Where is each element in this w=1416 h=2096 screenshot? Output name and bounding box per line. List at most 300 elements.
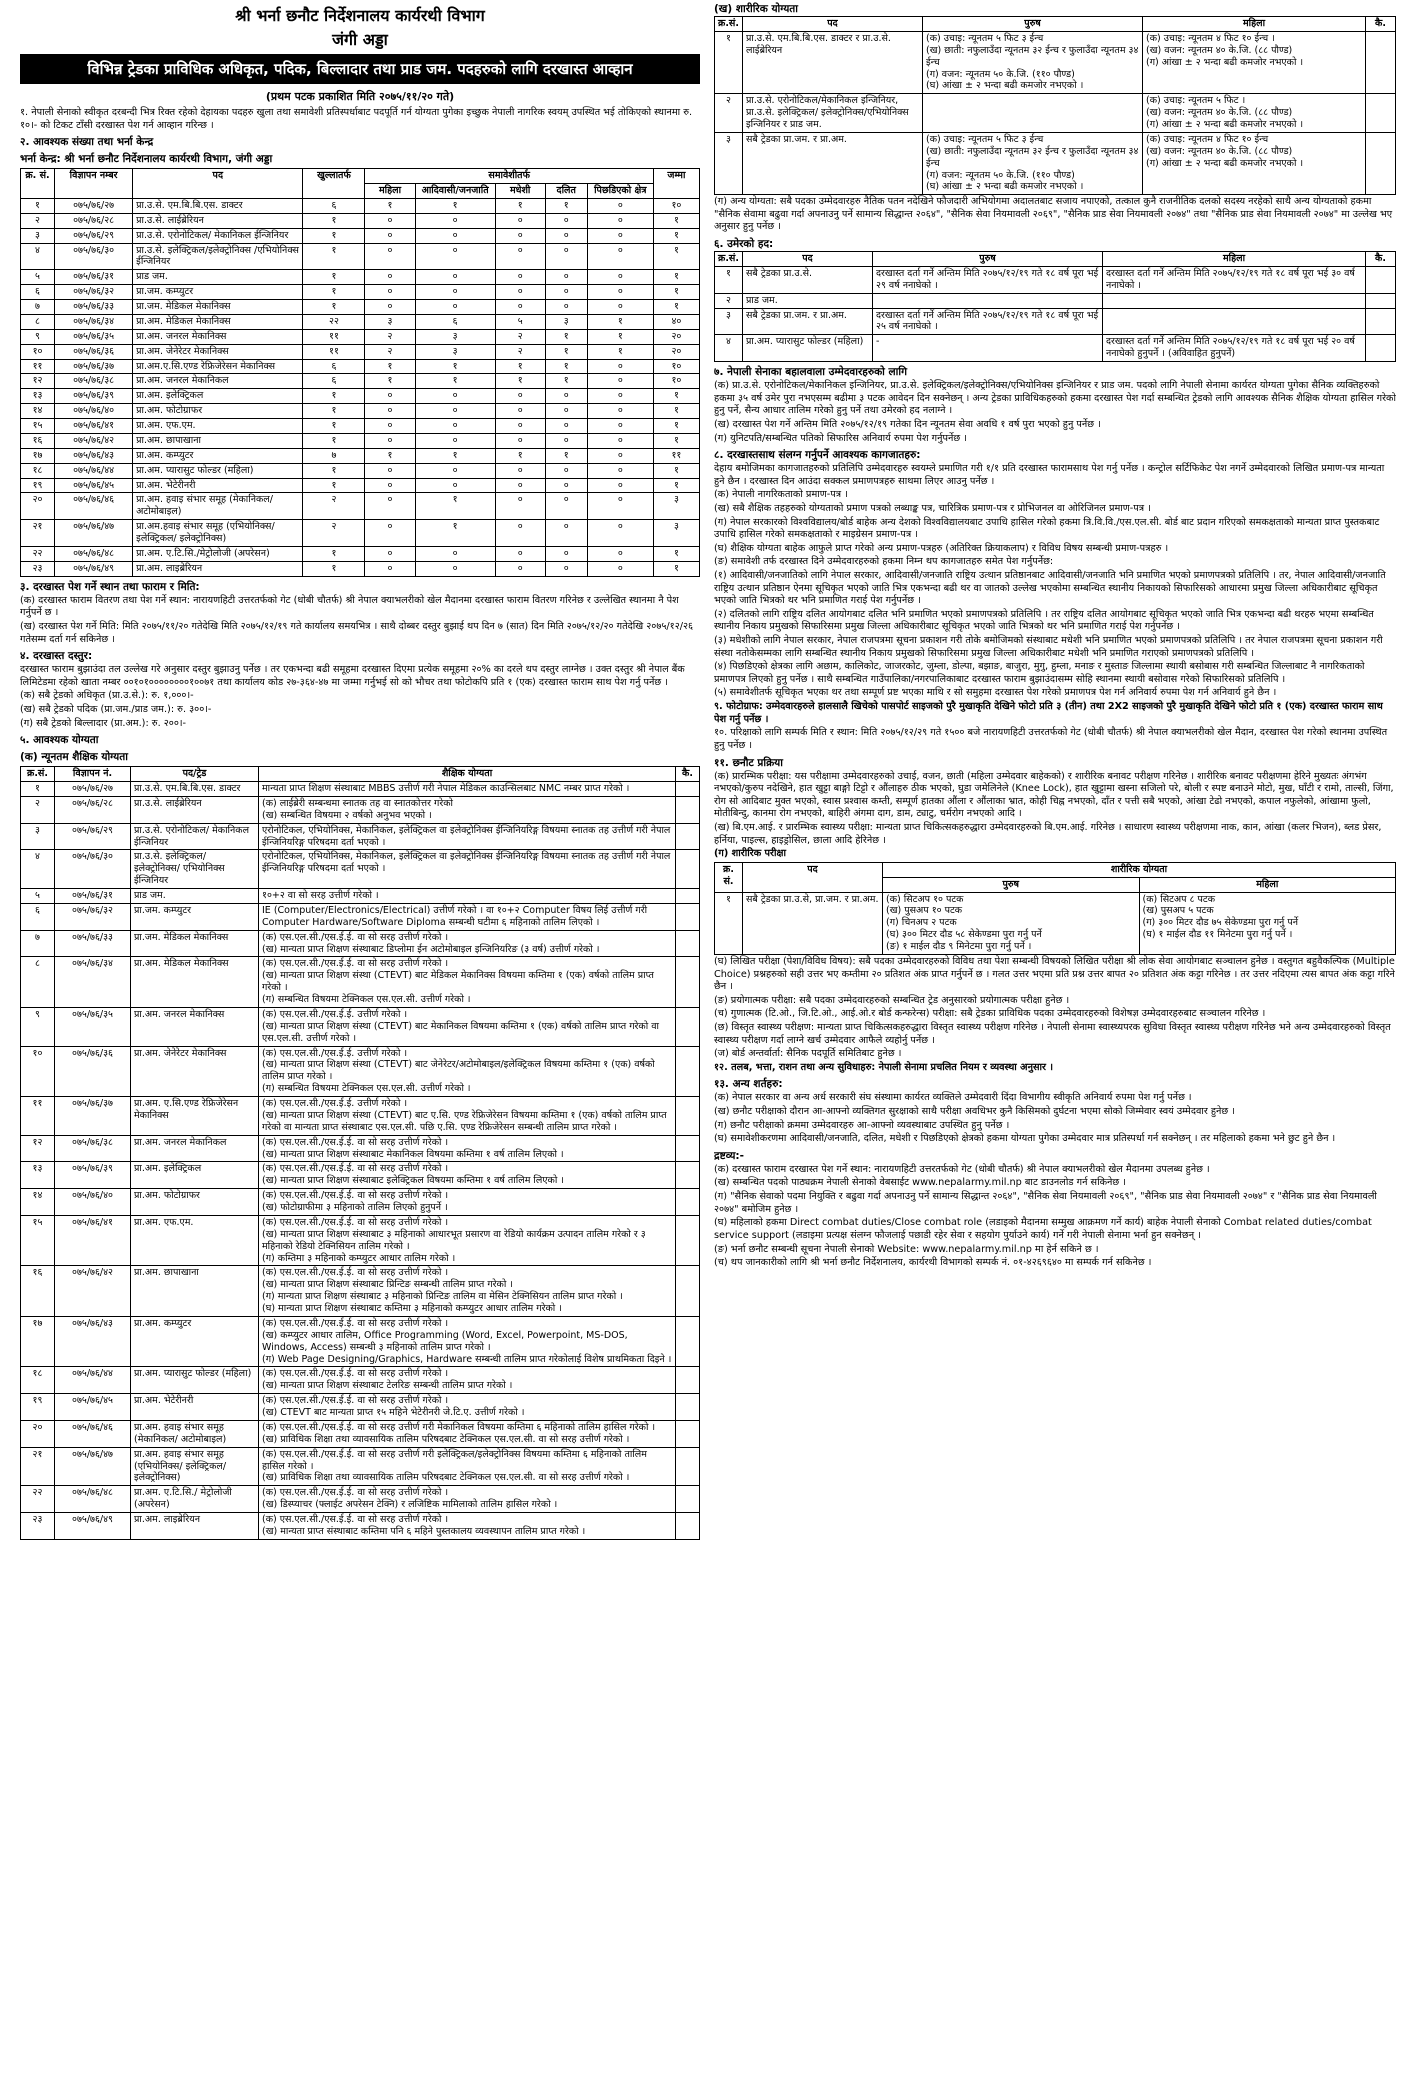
age-th-male: पुरुष — [873, 252, 1103, 267]
table-cell: १ — [21, 782, 55, 797]
table-cell: प्रा.उ.से. एम.बि.बि.एस. डाक्टर र प्रा.उ.से. लाईब्रेरियन — [743, 31, 923, 93]
list-item: (छ) विस्तृत स्वास्थ्य परीक्षण: मान्यता प्राप्त चिकित्सकहरुद्धारा विस्तृत स्वास्थ्य परीक्षण गरिनेछ । नेपाली सेनामा स्वास्थ्यपरक सुविधा विस्तृत स्वास्थ्य परीक्षण गरिनेछ भने अन्य उम्मेदवारहरुको विस्तृत स्वास्थ्य परीक्षण गर्दा लाग्ने खर्च उम्मेदवार आफैले व्यहोर्नु पर्नेछ । — [714, 1021, 1391, 1046]
table-cell: प्रा.अम. छापाखाना — [133, 433, 303, 448]
table-cell: ११ — [303, 344, 365, 359]
table-cell: ० — [365, 478, 415, 493]
sec7-title: ७. नेपाली सेनाका बहालवाला उम्मेदवारहरुको लागि — [714, 366, 908, 379]
table-cell: प्रा.अम.ए.सि.एण्ड रेफ्रिजेरेसन मेकानिक्स — [133, 359, 303, 374]
table-cell: ०७५/७६/३९ — [55, 1162, 131, 1189]
table-cell: प्रा.उ.से. एम.बि.बि.एस. डाक्टर — [133, 198, 303, 213]
qual-th-post: पद/ट्रेड — [131, 767, 259, 782]
table-cell: २ — [21, 796, 55, 823]
table-row — [715, 892, 1396, 954]
remark-cell — [676, 1420, 700, 1447]
table-cell: ० — [365, 433, 415, 448]
table-row — [21, 389, 700, 404]
table-cell: ८ — [21, 957, 55, 1008]
table-cell: ० — [545, 300, 587, 315]
remark-cell — [1366, 335, 1396, 362]
table-cell: ०७५/७६/४० — [55, 404, 133, 419]
table-cell: ० — [587, 228, 653, 243]
fit-th-female: महिला — [1139, 877, 1396, 892]
org-title: श्री भर्ना छनौट निर्देशनालय कार्यरथी विभाग — [235, 6, 485, 25]
table-row — [21, 1513, 700, 1540]
qualification-table-body — [21, 782, 700, 1540]
table-cell: १ — [303, 478, 365, 493]
table-cell: ० — [365, 300, 415, 315]
table-cell: ६ — [303, 374, 365, 389]
table-row — [21, 374, 700, 389]
age-th-post: पद — [743, 252, 873, 267]
table-cell: ०७५/७६/४४ — [55, 1367, 131, 1394]
remark-cell — [676, 1189, 700, 1216]
table-cell: ० — [365, 243, 415, 270]
table-cell: ०७५/७६/४७ — [55, 520, 133, 547]
vacancy-th-backward: पिछडिएको क्षेत्र — [587, 184, 653, 199]
table-cell: २२ — [21, 1486, 55, 1513]
table-cell: (क) उचाइ: न्यूनतम ५ फिट ३ ईन्च (ख) छाती: नफुलाउँदा न्यूनतम ३२ ईन्च र फुलाउँदा न्यूनतम ३४ ईन्च (ग) वजन: न्यूनतम ५० के.जि. (११० पौण्ड) (घ) आंखा ± २ भन्दा बढी कमजोर नभएको । — [923, 31, 1143, 93]
table-cell: ६ — [21, 285, 55, 300]
table-cell: प्रा.अम. प्यारासुट फोल्डर (महिला) — [133, 463, 303, 478]
table-cell: ० — [587, 270, 653, 285]
vacancy-table-body — [21, 198, 700, 576]
remark-cell — [676, 1513, 700, 1540]
table-cell: दरखास्त दर्ता गर्ने अन्तिम मिति २०७५/१२/१९ गते १८ वर्ष पूरा भई ३० वर्ष ननाघेको । — [1103, 266, 1366, 293]
phys-th-female: महिला — [1143, 17, 1366, 32]
table-cell: ० — [495, 433, 545, 448]
table-cell: १ — [303, 419, 365, 434]
table-cell: ० — [545, 285, 587, 300]
table-cell: (क) एस.एल.सी./एस.ई.ई. वा सो सरह उत्तीर्ण गरेको । (ख) मान्यता प्राप्त शिक्षण संस्थाबाट इलेक्ट्रिकल विषयमा कम्तिमा १ वर्ष तालिम लिएको । — [259, 1162, 676, 1189]
fee-item: (ग) सबै ट्रेडको बिल्लादार (प्रा.अम.): रु. २००।- — [20, 717, 187, 729]
table-cell: प्रा.उ.से. एरोनोटिकल/मेकानिकल इन्जिनियर, प्रा.उ.से. इलेक्ट्रिकल/ इलेक्ट्रोनिक्स/एभियोनिक्स इन्जिनियर र प्राड जम. — [743, 94, 923, 133]
table-row — [21, 213, 700, 228]
list-item: (घ) समावेशीकरणमा आदिवासी/जनजाति, दलित, मधेशी र पिछडिएको क्षेत्रको हकमा योग्यता पुगेका उम्मेदवार मात्र प्रतिस्पर्धा गर्न सक्नेछन् । तर महिलाको हकमा भने छुट हुने छैन । — [714, 1133, 1336, 1145]
table-cell: ० — [545, 546, 587, 561]
phys-th-sn: क्र.सं. — [715, 17, 743, 32]
table-cell — [873, 293, 1103, 308]
fit-sn: १ — [715, 892, 743, 954]
list-item: (ज) बोर्ड अन्तर्वार्ता: सैनिक पदपूर्ति समितिबाट हुनेछ । — [714, 1048, 902, 1060]
table-cell: १६ — [21, 433, 55, 448]
remark-cell — [676, 1486, 700, 1513]
table-cell: ० — [545, 243, 587, 270]
table-cell: ७ — [303, 448, 365, 463]
table-cell: ०७५/७६/४१ — [55, 1215, 131, 1266]
table-cell: ३ — [653, 520, 699, 547]
table-cell: १ — [303, 433, 365, 448]
remark-cell — [676, 796, 700, 823]
table-cell: ४ — [21, 243, 55, 270]
table-cell: २१ — [21, 520, 55, 547]
table-cell: १ — [365, 374, 415, 389]
table-cell: ५ — [21, 889, 55, 904]
table-cell: १२ — [21, 1135, 55, 1162]
table-cell — [1103, 308, 1366, 335]
sec9-text: ९. फोटोग्राफ: उम्मेदवारहरुले हालसालै खिचेको पासपोर्ट साइजको पुरै मुखाकृति देखिने फोटो प्रति ३ (तीन) तथा 2X2 साइजको पुरै मुखाकृति देखिने फोटो प्रति १ (एक) दरखास्त फाराम साथ पेश गर्नु पर्नेछ । — [714, 701, 1383, 725]
table-cell: ० — [365, 561, 415, 576]
table-cell: ० — [495, 243, 545, 270]
table-cell: एरोनोटिकल, एभियोनिक्स, मेकानिकल, इलेक्ट्रिकल वा इलेक्ट्रोनिक्स ईन्जिनियरिङ्ग विषयमा स्नातक तह उत्तीर्ण गरी नेपाल ईन्जिनियरिङ्ग परिषदमा दर्ता भएको । — [259, 823, 676, 850]
qual-th-adno: विज्ञापन नं. — [55, 767, 131, 782]
remark-cell — [1366, 31, 1396, 93]
vacancy-th-women: महिला — [365, 184, 415, 199]
table-cell: (क) एस.एल.सी./एस.ई.ई. वा सो सरह उत्तीर्ण गरेको । (ख) मान्यता प्राप्त शिक्षण संस्थाबाट ३ महिनाको आधारभूत प्रसारण वा रेडियो कार्यक्रम उत्पादन तालिम गरेको र ३ महिनाको रेडियो टेक्निसियन तालिम गरेको । (ग) कम्तिमा ३ महिनाको कम्प्युटर आधार तालिम गरेको । — [259, 1215, 676, 1266]
table-cell: ०७५/७६/३३ — [55, 300, 133, 315]
table-cell: १ — [653, 463, 699, 478]
table-row — [21, 1367, 700, 1394]
table-row — [21, 478, 700, 493]
table-cell: १ — [653, 270, 699, 285]
table-cell: १० — [653, 198, 699, 213]
vacancy-th-post: पद — [133, 169, 303, 199]
phys-th-male: पुरुष — [923, 17, 1143, 32]
table-cell: ० — [415, 478, 495, 493]
age-table — [714, 251, 1396, 362]
table-cell: ० — [495, 478, 545, 493]
table-cell: २३ — [21, 1513, 55, 1540]
qual-th-qualification: शैक्षिक योग्यता — [259, 767, 676, 782]
sec8-title: ८. दरखास्तसाथ संलग्न गर्नुपर्ने आवश्यक कागजातहरु: — [714, 449, 921, 462]
table-cell: ० — [587, 300, 653, 315]
table-cell: ० — [545, 213, 587, 228]
table-cell: १ — [653, 419, 699, 434]
table-row — [21, 1007, 700, 1046]
table-cell: २ — [495, 344, 545, 359]
table-cell: ०७५/७६/४३ — [55, 448, 133, 463]
sec4-text: दरखास्त फाराम बुझाउंदा तल उल्लेख गरे अनुसार दस्तुर बुझाउनु पर्नेछ । तर एकभन्दा बढी समूहमा दरखास्त दिएमा प्रत्येक समूहमा २०% का दरले थप दस्तुर लाग्नेछ । उक्त दस्तुर श्री नेपाल बैंक लिमिटेडमा रहेको खाता नम्बर ००१०१००००००००१००७१ तथा कार्यालय कोड २७-३६४-४७ मा जम्मा गर्नुभई सो को भौचर तथा फोटोकपि प्रति १ (एक) दरखास्त फाराम साथ पेश गर्नु पर्नेछ । — [20, 664, 685, 688]
table-cell: ० — [587, 404, 653, 419]
table-cell: २ — [303, 520, 365, 547]
table-cell: १ — [653, 433, 699, 448]
table-cell: २ — [715, 94, 743, 133]
table-cell: ६ — [21, 903, 55, 930]
table-cell: ० — [495, 285, 545, 300]
table-cell: ० — [587, 478, 653, 493]
table-cell: ० — [365, 285, 415, 300]
table-cell: ० — [415, 285, 495, 300]
table-cell: ० — [545, 433, 587, 448]
remark-cell — [676, 1135, 700, 1162]
table-cell: १८ — [21, 1367, 55, 1394]
table-cell: ६ — [303, 359, 365, 374]
table-cell: ३ — [545, 314, 587, 329]
table-cell: १ — [415, 198, 495, 213]
table-cell: १ — [303, 389, 365, 404]
table-cell: ० — [495, 493, 545, 520]
table-cell: ० — [545, 478, 587, 493]
qualification-table — [20, 766, 700, 1540]
remark-cell — [676, 1367, 700, 1394]
table-row — [715, 293, 1396, 308]
table-cell: (क) एस.एल.सी./एस.ई.ई. वा सो सरह उत्तीर्ण गरेको । (ख) डिस्प्याचर (फ्लाईट अपरेसन टेक्नि) र लजिष्टिक मामिलाको तालिम हासिल गरेको । — [259, 1486, 676, 1513]
remark-cell — [1366, 293, 1396, 308]
remark-cell — [676, 1447, 700, 1486]
table-cell: ० — [587, 213, 653, 228]
list-item: (च) गुणात्मक (टि.ओ., जि.टि.ओ., आई.ओ.र बोर्ड कन्फरेन्स) परीक्षा: सबै ट्रेडका प्राविधिक पदका उम्मेदवारहरुको विशेषज्ञ उम्मेदवारहरुबाट सञ्चालन गरिनेछ । — [714, 1008, 1266, 1020]
table-cell: (क) एस.एल.सी./एस.ई.ई. उत्तीर्ण गरेको । (ख) मान्यता प्राप्त शिक्षण संस्था (CTEVT) बाट ए.सि. एण्ड रेफ्रिजेरेसन विषयमा कम्तिमा १ (एक) वर्षको तालिम प्राप्त गरेको वा मान्यता प्राप्त संस्थाबाट एस.एल.सी. पछि ए.सि. एण्ड रेफ्रिजेरेसन सम्बन्धी तालिम प्राप्त गरेको । — [259, 1097, 676, 1136]
table-cell: (क) उचाइ: न्यूनतम ४ फिट १० ईन्च । (ख) वजन: न्यूनतम ४० के.जि. (८८ पौण्ड) (ग) आंखा ± २ भन्दा बढी कमजोर नभएको । — [1143, 31, 1366, 93]
table-cell: ०७५/७६/३२ — [55, 285, 133, 300]
list-item: (२) दलितको लागि राष्ट्रिय दलित आयोगबाट दलित भनि प्रमाणित भएको प्रमाणपत्रको प्रतिलिपि । तर राष्ट्रिय दलित आयोगबाट सूचिकृत भएको जाति भित्र एकभन्दा बढी थरहरु भएमा सम्बन्धित स्थानीय निकाय प्रमुखको सिफारिसमा प्रमुख जिल्ला अधिकारीबाट सूचिकृत भएको जाति भित्रको थर भनि प्रमाणित गराई पेश गर्नुपर्नेछ । — [714, 608, 1374, 633]
sec2-center: भर्ना केन्द्र: श्री भर्ना छनौट निर्देशनालय कार्यरथी विभाग, जंगी अड्डा — [20, 153, 273, 166]
table-cell: ६ — [415, 314, 495, 329]
table-cell: ९ — [21, 329, 55, 344]
table-cell: २० — [653, 344, 699, 359]
table-cell: २ — [303, 493, 365, 520]
vacancy-th-total: जम्मा — [653, 169, 699, 199]
table-cell: ०७५/७६/४० — [55, 1189, 131, 1216]
table-row — [21, 329, 700, 344]
table-cell: ३ — [415, 329, 495, 344]
table-cell: ० — [587, 374, 653, 389]
table-row — [715, 266, 1396, 293]
table-row — [715, 308, 1396, 335]
table-cell: ११ — [653, 448, 699, 463]
table-cell: प्रा.अम. जनरल मेकानिकल — [131, 1135, 259, 1162]
table-cell: ० — [415, 546, 495, 561]
table-cell: ३ — [21, 228, 55, 243]
table-cell: १७ — [21, 448, 55, 463]
remark-cell — [676, 1394, 700, 1421]
sec12-text: १२. तलब, भत्ता, राशन तथा अन्य सुविधाहरु: नेपाली सेनामा प्रचलित नियम र व्यवस्था अनुसार । — [714, 1061, 1054, 1073]
table-cell: ०७५/७६/४६ — [55, 1420, 131, 1447]
table-cell: (क) उचाइ: न्यूनतम ४ फिट १० ईन्च (ख) वजन: न्यूनतम ४० के.जि. (८८ पौण्ड) (ग) आंखा ± २ भन्दा बढी कमजोर नभएको । — [1143, 132, 1366, 194]
sec3-item: (ख) दरखास्त पेश गर्ने मिति: मिति २०७५/११/२० गतेदेखि मिति २०७५/१२/१९ गते कार्यालय समयभित्र । साथै दोब्बर दस्तुर बुझाई थप दिन ७ (सात) दिन मिति २०७५/१२/२० गतेदेखि २०७५/१२/२६ गतेसम्म दर्ता गर्न सकिनेछ । — [20, 620, 694, 645]
vacancy-banner: विभिन्न ट्रेडका प्राविधिक अधिकृत, पदिक, बिल्लादार तथा प्राड जम. पदहरुको लागि दरखास्त आव्हान — [20, 54, 700, 84]
notes-title: द्रष्टव्य:- — [714, 1149, 744, 1162]
table-cell: १ — [545, 359, 587, 374]
table-cell: ० — [545, 404, 587, 419]
table-cell: ०७५/७६/२७ — [55, 198, 133, 213]
table-cell: १ — [545, 344, 587, 359]
vacancy-th-sn: क्र. सं. — [21, 169, 55, 199]
table-cell: प्रा.उ.से. इलेक्ट्रिकल/इलेक्ट्रोनिक्स /एभियोनिक्स ईन्जिनियर — [133, 243, 303, 270]
table-cell: ०७५/७६/४३ — [55, 1316, 131, 1367]
table-cell: ० — [587, 285, 653, 300]
table-cell: प्रा.अम. मेडिकल मेकानिक्स — [131, 957, 259, 1008]
table-cell: १ — [495, 448, 545, 463]
sec7-item: (ग) युनिटपति/सम्बन्धित पतिको सिफारिस अनिवार्य रुपमा पेश गर्नुपर्नेछ । — [714, 432, 967, 444]
table-cell: प्रा.अम. ए.टि.सि./ मेट्रोलोजी (अपरेसन) — [131, 1486, 259, 1513]
table-cell: ०७५/७६/३१ — [55, 270, 133, 285]
table-cell: १ — [653, 404, 699, 419]
fit-male: (क) सिटअप १० पटक (ख) पुसअप १० पटक (ग) चिनअप २ पटक (घ) ३०० मिटर दौड ५८ सेकेण्डमा पुरा गर्नु पर्ने (ङ) १ माईल दौड ९ मिनेटमा पुरा गर्नु पर्ने । — [883, 892, 1140, 954]
table-cell: ०७५/७६/४४ — [55, 463, 133, 478]
remark-cell — [676, 1162, 700, 1189]
table-row — [715, 31, 1396, 93]
left-column — [20, 0, 700, 1540]
table-cell: ० — [495, 270, 545, 285]
sec11-item: (ख) बि.एम.आई. र प्रारम्भिक स्वास्थ्य परीक्षा: मान्यता प्राप्त चिकित्सकहरुद्धारा उम्मेदवारहरुको बि.एम.आई. गरिनेछ । साधारण स्वास्थ्य परीक्षणमा नाक, कान, आंखा (कलर भिजन), ब्लड प्रेसर, हर्निया, पाइल्स, हाइड्रोसिल, छाला आदि हेरिनेछ । — [714, 821, 1382, 846]
table-cell: ७ — [21, 300, 55, 315]
table-cell: २१ — [21, 1447, 55, 1486]
table-row — [21, 903, 700, 930]
table-cell: - — [873, 335, 1103, 362]
table-cell: (क) एस.एल.सी./एस.ई.ई. वा सो सरह उत्तीर्ण गरेको । (ख) मान्यता प्राप्त संस्थाबाट कम्तिमा पनि ६ महिने पुस्तकालय व्यवस्थापन तालिम प्राप्त गरेको । — [259, 1513, 676, 1540]
sec2-title: २. आवश्यक संख्या तथा भर्ना केन्द्र — [20, 136, 154, 149]
table-cell: ० — [587, 520, 653, 547]
table-cell: ० — [365, 270, 415, 285]
table-cell: ० — [365, 520, 415, 547]
table-row — [21, 359, 700, 374]
table-cell: १ — [715, 266, 743, 293]
table-cell: प्राड जम. — [133, 270, 303, 285]
list-item: (क) नेपाली नागरिकताको प्रमाण-पत्र । — [714, 489, 848, 501]
table-cell: ०७५/७६/४५ — [55, 1394, 131, 1421]
table-cell — [1103, 293, 1366, 308]
table-cell: (क) एस.एल.सी./एस.ई.ई. उत्तीर्ण गरेको । (ख) मान्यता प्राप्त शिक्षण संस्था (CTEVT) बाट मेकानिकल विषयमा कम्तिमा १ (एक) वर्षको तालिम प्राप्त गरेको वा एस.एल.सी. उत्तीर्ण गरेको । — [259, 1007, 676, 1046]
vacancy-th-dalit: दलित — [545, 184, 587, 199]
table-cell: १४ — [21, 1189, 55, 1216]
table-cell: १० — [21, 344, 55, 359]
table-cell: ० — [365, 463, 415, 478]
table-cell: ०७५/७६/४९ — [55, 1513, 131, 1540]
table-cell: ० — [365, 493, 415, 520]
table-cell: १ — [545, 198, 587, 213]
phys-th-remark: कै. — [1366, 17, 1396, 32]
table-cell: २३ — [21, 561, 55, 576]
list-item: (ङ) प्रयोगात्मक परीक्षा: सबै पदका उम्मेदवारहरुको सम्बन्धित ट्रेड अनुसारको प्रयोगात्मक परीक्षा हुनेछ । — [714, 994, 1070, 1006]
fit-th-sn: क्र. सं. — [715, 862, 743, 892]
remark-cell — [676, 957, 700, 1008]
table-cell: ०७५/७६/४१ — [55, 419, 133, 434]
table-cell: ०७५/७६/२९ — [55, 823, 131, 850]
list-item: (ग) नेपाल सरकारको विश्वविद्यालय/बोर्ड बाहेक अन्य देशको विश्वविद्यालयबाट उपाधि हासिल गरेको हकमा त्रि.वि.वि./एस.एल.सी. बोर्ड बाट प्रदान गरिएको समकक्षताको मान्यता प्राप्त पुस्तकबाट उपाधि हासिल गरेको समकक्षताको र माइग्रेसन प्रमाण-पत्र । — [714, 516, 1380, 541]
list-item: (ङ) भर्ना छनौट सम्बन्धी सूचना नेपाली सेनाको Website: www.nepalarmy.mil.np मा हेर्न सकिने छ । — [714, 1243, 1099, 1255]
table-cell: ०७५/७६/३८ — [55, 374, 133, 389]
table-cell: प्रा.अम. भेटेरीनरी — [133, 478, 303, 493]
table-cell: १ — [415, 493, 495, 520]
table-cell: ०७५/७६/२८ — [55, 213, 133, 228]
table-row — [715, 94, 1396, 133]
list-item: (च) थप जानकारीको लागि श्री भर्ना छनौट निर्देशनालय, कार्यरथी विभागको सम्पर्क नं. ०१-४२६९६४० मा सम्पर्क गर्न सकिनेछ । — [714, 1257, 1152, 1269]
table-cell: ०७५/७६/३८ — [55, 1135, 131, 1162]
table-cell: ०७५/७६/२८ — [55, 796, 131, 823]
table-cell: १ — [303, 300, 365, 315]
table-cell: प्रा.जम. मेडिकल मेकानिक्स — [131, 930, 259, 957]
table-cell: २२ — [21, 546, 55, 561]
table-cell: १ — [303, 546, 365, 561]
remark-cell — [676, 1266, 700, 1317]
table-cell: ० — [545, 389, 587, 404]
table-cell: ० — [587, 243, 653, 270]
table-cell: ० — [587, 493, 653, 520]
sec11-item: (ग) शारीरिक परीक्षा — [714, 848, 786, 860]
table-cell: १ — [365, 359, 415, 374]
table-cell: ३ — [715, 132, 743, 194]
remark-cell — [676, 1007, 700, 1046]
table-row — [21, 930, 700, 957]
table-cell: १ — [545, 374, 587, 389]
table-cell: २ — [365, 344, 415, 359]
table-cell: १ — [365, 448, 415, 463]
table-cell: (क) एस.एल.सी./एस.ई.ई. वा सो सरह उत्तीर्ण गरेको । (ख) कम्प्युटर आधार तालिम, Office Programming (Word, Excel, Powerpoint, MS-DOS, Windows, Access) सम्बन्धी ३ महिनाको तालिम प्राप्त गरेको । (ग) Web Page Designing/Graphics, Hardware सम्बन्धी तालिम प्राप्त गरेकोलाई विशेष प्राथमिकता दिइने । — [259, 1316, 676, 1367]
age-table-body — [715, 266, 1396, 361]
table-cell: २० — [21, 493, 55, 520]
table-cell: ० — [587, 433, 653, 448]
table-cell: १ — [495, 198, 545, 213]
table-cell: २२ — [303, 314, 365, 329]
table-cell: प्रा.अम. लाइब्रेरियन — [133, 561, 303, 576]
table-cell: ०७५/७६/२९ — [55, 228, 133, 243]
table-cell: प्रा.अम. फोटोग्राफर — [131, 1189, 259, 1216]
table-cell: ११ — [303, 329, 365, 344]
table-cell: १ — [545, 329, 587, 344]
table-row — [21, 228, 700, 243]
table-row — [21, 463, 700, 478]
table-cell: १० — [653, 374, 699, 389]
org-place: जंगी अड्डा — [332, 30, 388, 49]
table-cell: ५ — [495, 314, 545, 329]
table-row — [21, 957, 700, 1008]
remark-cell — [676, 1046, 700, 1097]
table-cell: १ — [303, 270, 365, 285]
age-th-female: महिला — [1103, 252, 1366, 267]
list-item: (५) समावेशीतर्फ सूचिकृत भएका थर तथा सम्पूर्ण प्रष्ट भएका माथि र सो समुहमा दरखास्त पेश गरेको प्रमाणपत्र पेश गर्न अनिवार्य रुपमा पेश गर्न अनिवार्य हुने छैन । — [714, 687, 1277, 699]
sec3-item: (क) दरखास्त फाराम वितरण तथा पेश गर्ने स्थान: नारायणहिटी उत्तरतर्फको गेट (धोबी चौतर्फ) श्री नेपाल क्याभलरीको खेल मैदानमा दरखास्त फाराम वितरण गरिनेछ र उल्लेखित स्थानमा नै पेश गर्नुपर्ने छ । — [20, 594, 679, 619]
age-th-sn: क्र.सं. — [715, 252, 743, 267]
table-cell: २० — [21, 1420, 55, 1447]
table-cell: १० — [21, 1046, 55, 1097]
age-title: ६. उमेरको हद: — [714, 238, 774, 251]
table-cell: प्रा.अम. एफ.एम. — [131, 1215, 259, 1266]
table-cell: ०७५/७६/३४ — [55, 314, 133, 329]
table-cell: सबै ट्रेडका प्रा.जम. र प्रा.अम. — [743, 132, 923, 194]
table-cell: (क) उचाइ: न्यूनतम ५ फिट ३ ईन्च (ख) छाती: नफुलाउँदा न्यूनतम ३२ ईन्च र फुलाउँदा न्यूनतम ३४ ईन्च (ग) वजन: न्यूनतम ५० के.जि. (११० पौण्ड) (घ) आंखा ± २ भन्दा बढी कमजोर नभएको । — [923, 132, 1143, 194]
table-cell: प्रा.अम. लाइब्रेरियन — [131, 1513, 259, 1540]
table-row — [21, 850, 700, 889]
table-cell: प्रा.जम. कम्प्युटर — [131, 903, 259, 930]
list-item: (ख) सम्बन्धित पदको पाठ्यक्रम नेपाली सेनाको वेबसाईट www.nepalarmy.mil.np बाट डाउनलोड गर्न सकिनेछ । — [714, 1177, 1126, 1189]
table-row — [21, 782, 700, 797]
table-cell: ०७५/७६/३६ — [55, 344, 133, 359]
table-cell: ० — [415, 419, 495, 434]
table-row — [21, 300, 700, 315]
fit-post: सबै ट्रेडका प्रा.उ.से, प्रा.जम. र प्रा.अम. — [743, 892, 883, 954]
table-cell: ०७५/७६/३७ — [55, 1097, 131, 1136]
vacancy-th-janajati: आदिवासी/जनजाति — [415, 184, 495, 199]
table-cell: १४ — [21, 404, 55, 419]
table-cell: ४ — [715, 335, 743, 362]
table-cell: ० — [495, 546, 545, 561]
table-row — [21, 1215, 700, 1266]
table-cell: (क) एस.एल.सी./एस.ई.ई. वा सो सरह उत्तीर्ण गरेको । (ख) मान्यता प्राप्त शिक्षण संस्थाबाट टेलरिङ सम्बन्धी तालिम प्राप्त गरेको । — [259, 1367, 676, 1394]
table-cell: १ — [587, 344, 653, 359]
table-cell: ११ — [21, 359, 55, 374]
table-cell: २ — [365, 329, 415, 344]
table-cell: सबै ट्रेडका प्रा.उ.से. — [743, 266, 873, 293]
table-cell: ० — [545, 463, 587, 478]
remark-cell — [676, 1097, 700, 1136]
table-row — [21, 1394, 700, 1421]
table-cell: १ — [653, 228, 699, 243]
table-cell: ० — [587, 448, 653, 463]
table-cell: ० — [587, 419, 653, 434]
table-cell: ० — [365, 228, 415, 243]
table-cell: २ — [495, 329, 545, 344]
table-cell: ० — [365, 213, 415, 228]
sec3-title: ३. दरखास्त पेश गर्ने स्थान तथा फाराम र मिति: — [20, 580, 200, 593]
table-cell: १ — [21, 198, 55, 213]
table-cell: (क) लाईब्रेरी सम्बन्धमा स्नातक तह वा स्नातकोत्तर गरेको (ख) सम्बन्धित विषयमा २ वर्षको अनुभव भएको । — [259, 796, 676, 823]
remark-cell — [1366, 94, 1396, 133]
table-cell: ६ — [303, 198, 365, 213]
table-cell: प्रा.अम. हवाइ संभार समूह (मेकानिकल/अटोमोबाइल) — [133, 493, 303, 520]
table-cell: ० — [545, 520, 587, 547]
table-cell: ० — [587, 389, 653, 404]
table-cell: ४ — [21, 850, 55, 889]
